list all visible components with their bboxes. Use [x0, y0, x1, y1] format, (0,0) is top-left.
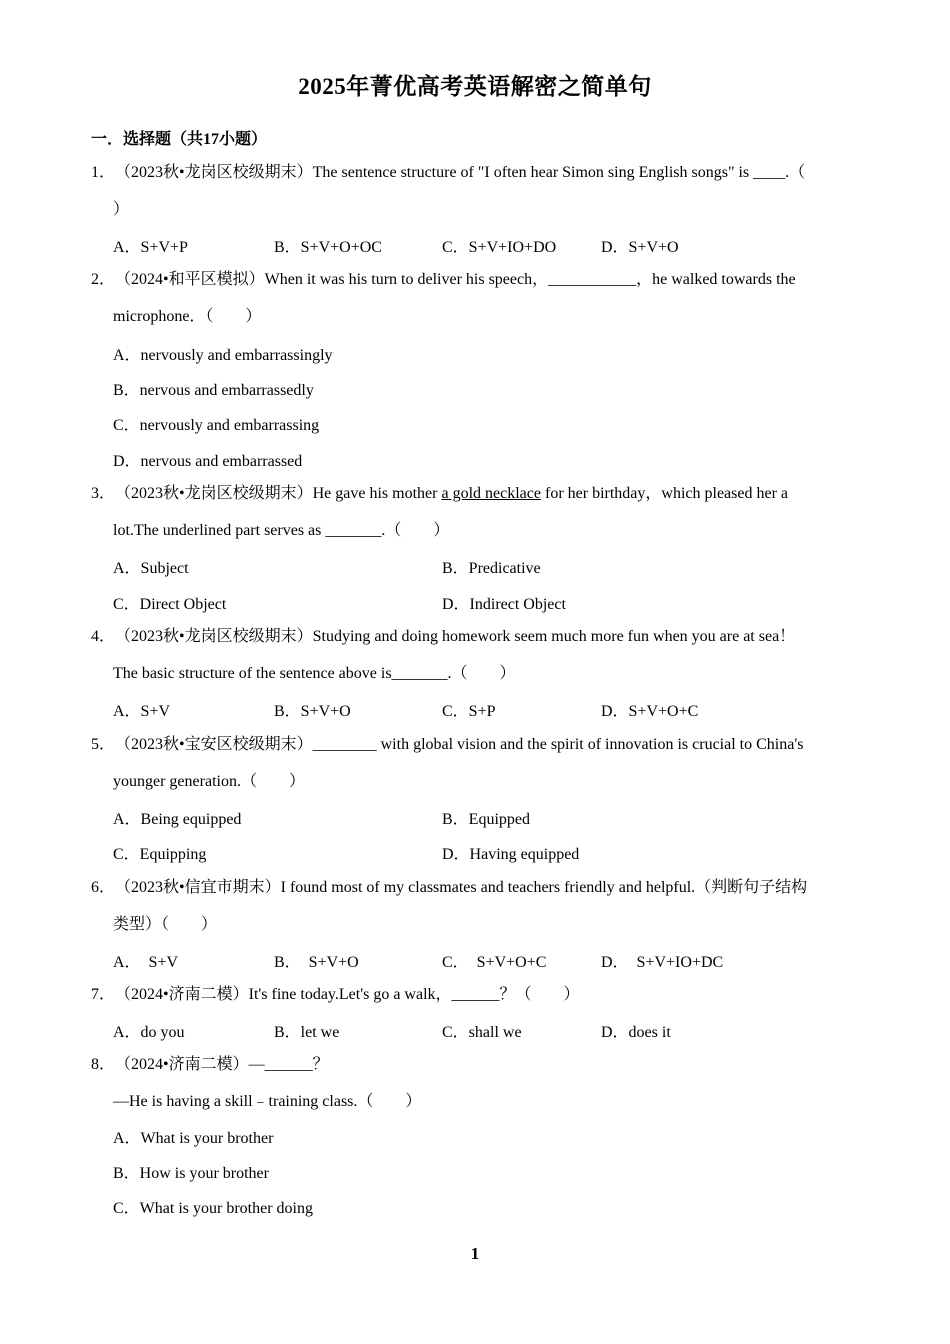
question-number: 4．	[91, 628, 116, 645]
options-1	[113, 234, 859, 256]
option-a[interactable]: A．Subject	[113, 560, 189, 577]
option-d[interactable]: D．does it	[601, 1024, 671, 1041]
option-a[interactable]: A．S+V+P	[113, 239, 188, 256]
underlined-phrase: a gold necklace	[441, 485, 541, 502]
question-text: （2024•济南二模）—______？	[115, 1056, 329, 1073]
question-text: （2023秋•信宜市期末）I found most of my classmates and teachers friendly and helpful.（判断句子结构	[115, 879, 808, 896]
option-d[interactable]: D．S+V+O+C	[601, 703, 699, 720]
question-text-cont: ）	[113, 201, 130, 218]
option-d[interactable]: D．Indirect Object	[442, 596, 566, 613]
question-number: 5．	[91, 736, 116, 753]
options-6	[113, 949, 859, 971]
options-3-row1	[113, 555, 859, 577]
option-c[interactable]: C．shall we	[442, 1024, 522, 1041]
options-4	[113, 698, 859, 720]
question-number: 6．	[91, 879, 116, 896]
question-text: （2024•济南二模）It's fine today.Let's go a walk，______？（ ）	[115, 986, 580, 1003]
question-text-cont: microphone．（ ）	[113, 308, 262, 325]
option-b[interactable]: B． S+V+O	[274, 954, 359, 971]
option-b[interactable]: B．Equipped	[442, 811, 530, 828]
question-number: 2．	[91, 271, 116, 288]
question-text-cont: —He is having a skill﹣training class.（ ）	[113, 1093, 422, 1110]
question-number: 3．	[91, 485, 116, 502]
question-number: 8．	[91, 1056, 116, 1073]
section-heading: 一．选择题（共17小题）	[91, 131, 268, 148]
option-a[interactable]: A．Being equipped	[113, 811, 242, 828]
question-1	[91, 154, 859, 228]
option-d[interactable]: D．Having equipped	[442, 846, 580, 863]
question-2	[91, 261, 859, 335]
option-c[interactable]: C．Equipping	[113, 846, 207, 863]
question-8	[91, 1046, 859, 1120]
option-a[interactable]: A．What is your brother	[113, 1130, 274, 1147]
question-5	[91, 726, 859, 800]
option-a[interactable]: A．do you	[113, 1024, 185, 1041]
question-text-after: for her birthday，which pleased her a	[540, 485, 789, 502]
option-c[interactable]: C．nervously and embarrassing	[113, 417, 320, 434]
question-6	[91, 869, 859, 943]
question-text-cont: 类型）（ ）	[113, 916, 218, 933]
option-a[interactable]: A．nervously and embarrassingly	[113, 347, 333, 364]
question-text-cont: lot.The underlined part serves as _______.（ ）	[113, 522, 450, 539]
option-b[interactable]: B．How is your brother	[113, 1165, 269, 1182]
question-4	[91, 618, 859, 692]
option-b[interactable]: B．S+V+O+OC	[274, 239, 382, 256]
option-a[interactable]: A．S+V	[113, 703, 171, 720]
option-b[interactable]: B．nervous and embarrassedly	[113, 382, 314, 399]
question-text: （2023秋•龙岗区校级期末）The sentence structure of "I often hear Simon sing English songs" is ____.（	[115, 164, 806, 181]
option-b[interactable]: B．Predicative	[442, 560, 541, 577]
option-d[interactable]: D． S+V+IO+DC	[601, 954, 724, 971]
question-number: 1．	[91, 164, 116, 181]
page-number: 1	[470, 1244, 480, 1263]
question-text: （2023秋•龙岗区校级期末）He gave his mother	[115, 485, 442, 502]
options-3-row2	[113, 591, 859, 613]
question-text-cont: The basic structure of the sentence above is_______.（ ）	[113, 665, 516, 682]
option-a[interactable]: A． S+V	[113, 954, 179, 971]
question-7	[91, 976, 859, 1013]
option-c[interactable]: C．What is your brother doing	[113, 1200, 313, 1217]
option-c[interactable]: C．S+V+IO+DO	[442, 239, 557, 256]
question-text: （2023秋•宝安区校级期末）________ with global vision and the spirit of innovation is crucial to China's	[115, 736, 804, 753]
option-c[interactable]: C． S+V+O+C	[442, 954, 547, 971]
document-title: 2025年菁优高考英语解密之简单句	[298, 74, 652, 99]
question-text-cont: younger generation.（ ）	[113, 773, 305, 790]
option-c[interactable]: C．Direct Object	[113, 596, 227, 613]
question-text: （2024•和平区模拟）When it was his turn to deliver his speech，___________，he walked towards the	[115, 271, 796, 288]
question-3	[91, 475, 859, 549]
option-d[interactable]: D．S+V+O	[601, 239, 679, 256]
option-b[interactable]: B．S+V+O	[274, 703, 351, 720]
option-d[interactable]: D．nervous and embarrassed	[113, 453, 303, 470]
option-c[interactable]: C．S+P	[442, 703, 496, 720]
question-text: （2023秋•龙岗区校级期末）Studying and doing homework seem much more fun when you are at sea！	[115, 628, 796, 645]
options-7	[113, 1019, 859, 1041]
options-5-row2	[113, 841, 859, 863]
option-b[interactable]: B．let we	[274, 1024, 340, 1041]
options-5-row1	[113, 806, 859, 828]
question-number: 7．	[91, 986, 116, 1003]
